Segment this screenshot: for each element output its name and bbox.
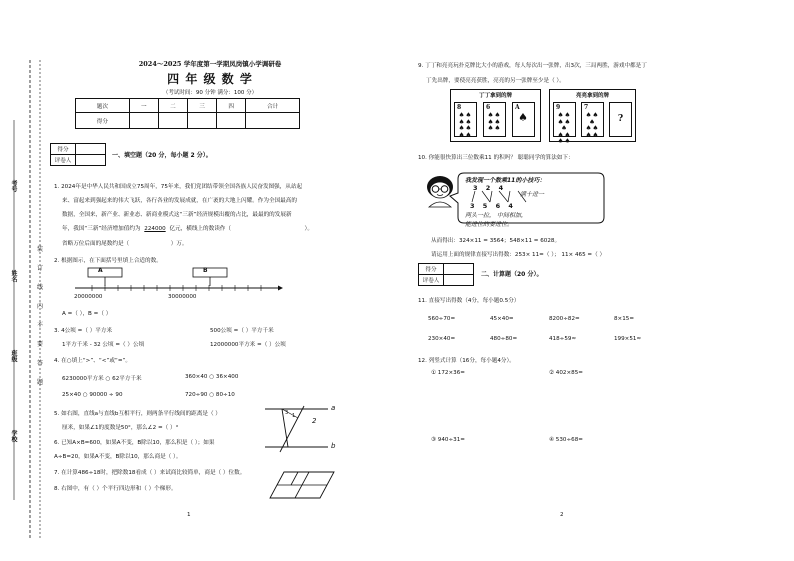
q2-label-b: B [203, 267, 208, 274]
section2-heading: 二、计算题（20 分）。 [481, 271, 543, 278]
grader-name-cell[interactable] [444, 275, 474, 286]
grader-box-1 [50, 143, 106, 166]
q6-line1: 6. 已知A×B=600，如果A不变，B除以10，那么积是（ ）；如果 [54, 440, 215, 446]
speech-digits-bottom: 3 5 6 4 [470, 202, 513, 210]
q12-item: ② 402×85= [549, 370, 583, 376]
score-header: 一 [129, 99, 158, 113]
q11-text: 11. 直接写出得数（4分，每小题0.5分） [418, 298, 520, 304]
score-cell[interactable] [217, 113, 246, 129]
speech-note-2: 满十进一 [520, 191, 545, 198]
score-cell[interactable] [246, 113, 300, 129]
q5-label-a: a [331, 404, 336, 412]
q10-task: 请运用上面的规律直接写出得数：253× 11=（ ）； 11× 465 =（ ） [431, 252, 606, 258]
q1-value: 224000 [144, 226, 166, 232]
q11-item: 418÷59≈ [549, 336, 577, 342]
q2-answer-line: A =（ ），B =（ ） [62, 311, 112, 317]
speech-note-1: 两头一拉， 中间相加， [465, 212, 527, 219]
speech-title: 我发现一个数乘11的小技巧： [465, 177, 546, 184]
exam-title: 2024～2025 学年度第一学期凤岗镇小学调研卷 [138, 60, 282, 68]
q5-angle-1: 1 [292, 413, 296, 419]
q11-item: 199×51≈ [614, 336, 642, 342]
subject-title: 四 年 级 数 学 [167, 72, 253, 86]
q4-item: 25×40 ○ 90000 ÷ 90 [62, 392, 123, 398]
q9-line2: 丁先出牌，要使亮亮获胜，亮亮的另一张牌至少是（ ）。 [426, 78, 565, 84]
q5-parallel-lines-figure [260, 404, 340, 454]
q3-b2: 12000000平方米 =（ ）公顷 [210, 342, 286, 348]
q10-example: 从而得出：324×11 = 3564；548×11 = 6028。 [431, 238, 561, 244]
q11-item: 480÷80= [490, 336, 518, 342]
q2-tick-1: 20000000 [74, 294, 103, 300]
q3-b1: 1平方千米 - 32 公顷 =（ ）公顷 [62, 342, 145, 348]
dingding-cards-box [450, 89, 541, 142]
liangliang-cards-box [549, 89, 636, 145]
card-liangliang-7: 7 ♠♠ ♠ ♠♠ ♠♠ [581, 102, 604, 137]
q7-text: 7. 在计算486÷18时，把除数18看成（ ）来试商比较简单，商是（ ）位数。 [54, 470, 246, 476]
exam-number-label: 考号 [10, 180, 17, 192]
q2-tick-2: 30000000 [168, 294, 197, 300]
q3-a1: 3. 4公顷 =（ ）平方米 [54, 328, 113, 334]
q4-text: 4. 在○填上“>”、“<”或“=”。 [54, 358, 132, 364]
score-header: 题次 [76, 99, 130, 113]
q5-angle-2: 2 [312, 417, 317, 425]
name-label: 姓名 [10, 270, 17, 282]
q2-label-a: A [98, 267, 103, 274]
speech-note-3: 能进位的要进位。 [465, 221, 514, 228]
score-row-label: 得分 [76, 113, 130, 129]
fold-line-text: 装 订 线 内 不 要 答 题 [37, 246, 44, 386]
q12-item: ③ 940÷31= [431, 437, 465, 443]
page-number-2: 2 [560, 512, 564, 518]
q5-line2: 厘米，如果∠1的度数是50°，那么∠2 =（ ）° [62, 425, 179, 431]
q4-item: 6230000平方米 ○ 62平方千米 [62, 376, 142, 382]
score-cell[interactable] [187, 113, 216, 129]
card-dingding-8: 8 ♠♠ ♠♠ ♠♠ ♠♠ [454, 102, 477, 137]
grader-name-label: 评卷人 [51, 155, 76, 166]
grader-name-label: 评卷人 [419, 275, 444, 286]
score-header: 三 [187, 99, 216, 113]
q11-item: 8×15= [614, 316, 635, 322]
score-header: 二 [158, 99, 187, 113]
score-cell[interactable] [129, 113, 158, 129]
speech-digits-top: 3 2 4 [473, 184, 504, 192]
q5-label-b: b [331, 442, 336, 450]
q12-text: 12. 列竖式计算（16分，每小题4分）。 [418, 358, 515, 364]
class-label: 班级 [10, 350, 17, 362]
score-cell[interactable] [158, 113, 187, 129]
grader-score-label: 得分 [419, 264, 444, 275]
grader-box-2 [418, 263, 474, 286]
card-liangliang-9: 9 ♠♠ ♠♠ ♠ ♠♠ ♠♠ [553, 102, 576, 137]
q9-line1: 9. 丁丁和亮亮玩扑克牌比大小的游戏，每人每次出一张牌，出3次，三局两胜，游戏中都是丁 [418, 63, 647, 69]
grader-score-label: 得分 [51, 144, 76, 155]
grader-name-cell[interactable] [76, 155, 106, 166]
grader-score-cell[interactable] [444, 264, 474, 275]
liangliang-label: 亮亮拿到的牌 [575, 93, 609, 99]
q2-number-line [70, 266, 300, 306]
q6-line2: A÷B=20，如果A不变，B除以10，那么商是（ ）。 [54, 454, 182, 460]
q11-item: 560÷70= [428, 316, 456, 322]
q5-line1: 5. 如右图，直线a与直线b互相平行，则两条平行线间的距离是（ ） [54, 411, 221, 417]
card-dingding-ace: A ♠ [512, 102, 535, 137]
q12-item: ④ 530÷68= [549, 437, 583, 443]
dingding-label: 丁丁拿到的牌 [478, 93, 512, 99]
q11-item: 8200÷82= [549, 316, 580, 322]
school-label: 学校 [10, 430, 17, 442]
q3-a2: 500公顷 =（ ）平方千米 [210, 328, 274, 334]
card-liangliang-unknown[interactable]: ? [609, 102, 632, 137]
score-header: 四 [217, 99, 246, 113]
exam-info: （考试时间：90 分钟 满分：100 分） [162, 90, 258, 96]
q4-item: 360×40 ○ 36×400 [185, 374, 239, 380]
score-table [75, 98, 300, 129]
section1-heading: 一、填空题（20 分，每小题 2 分）。 [112, 152, 212, 159]
q5-angle-3: 3 [285, 410, 289, 416]
q4-item: 720÷90 ○ 80÷10 [185, 392, 235, 398]
score-header: 合计 [246, 99, 300, 113]
page-number-1: 1 [187, 512, 191, 518]
card-dingding-6: 6 ♠♠ ♠♠ ♠♠ [483, 102, 506, 137]
q10-text: 10. 你能很快算出三位数乘11 的积吗？ 聪聪同学的算法如下： [418, 155, 574, 161]
q12-item: ① 172×36= [431, 370, 465, 376]
q11-item: 45×40= [490, 316, 514, 322]
grader-score-cell[interactable] [76, 144, 106, 155]
q11-item: 230×40= [428, 336, 456, 342]
q8-text: 8. 右图中，有（ ）个平行四边形和（ ）个梯形。 [54, 486, 177, 492]
q2-text: 2. 根据图示，在下面括号里填上合适的数。 [54, 258, 162, 264]
q8-parallelogram-figure [270, 470, 336, 500]
